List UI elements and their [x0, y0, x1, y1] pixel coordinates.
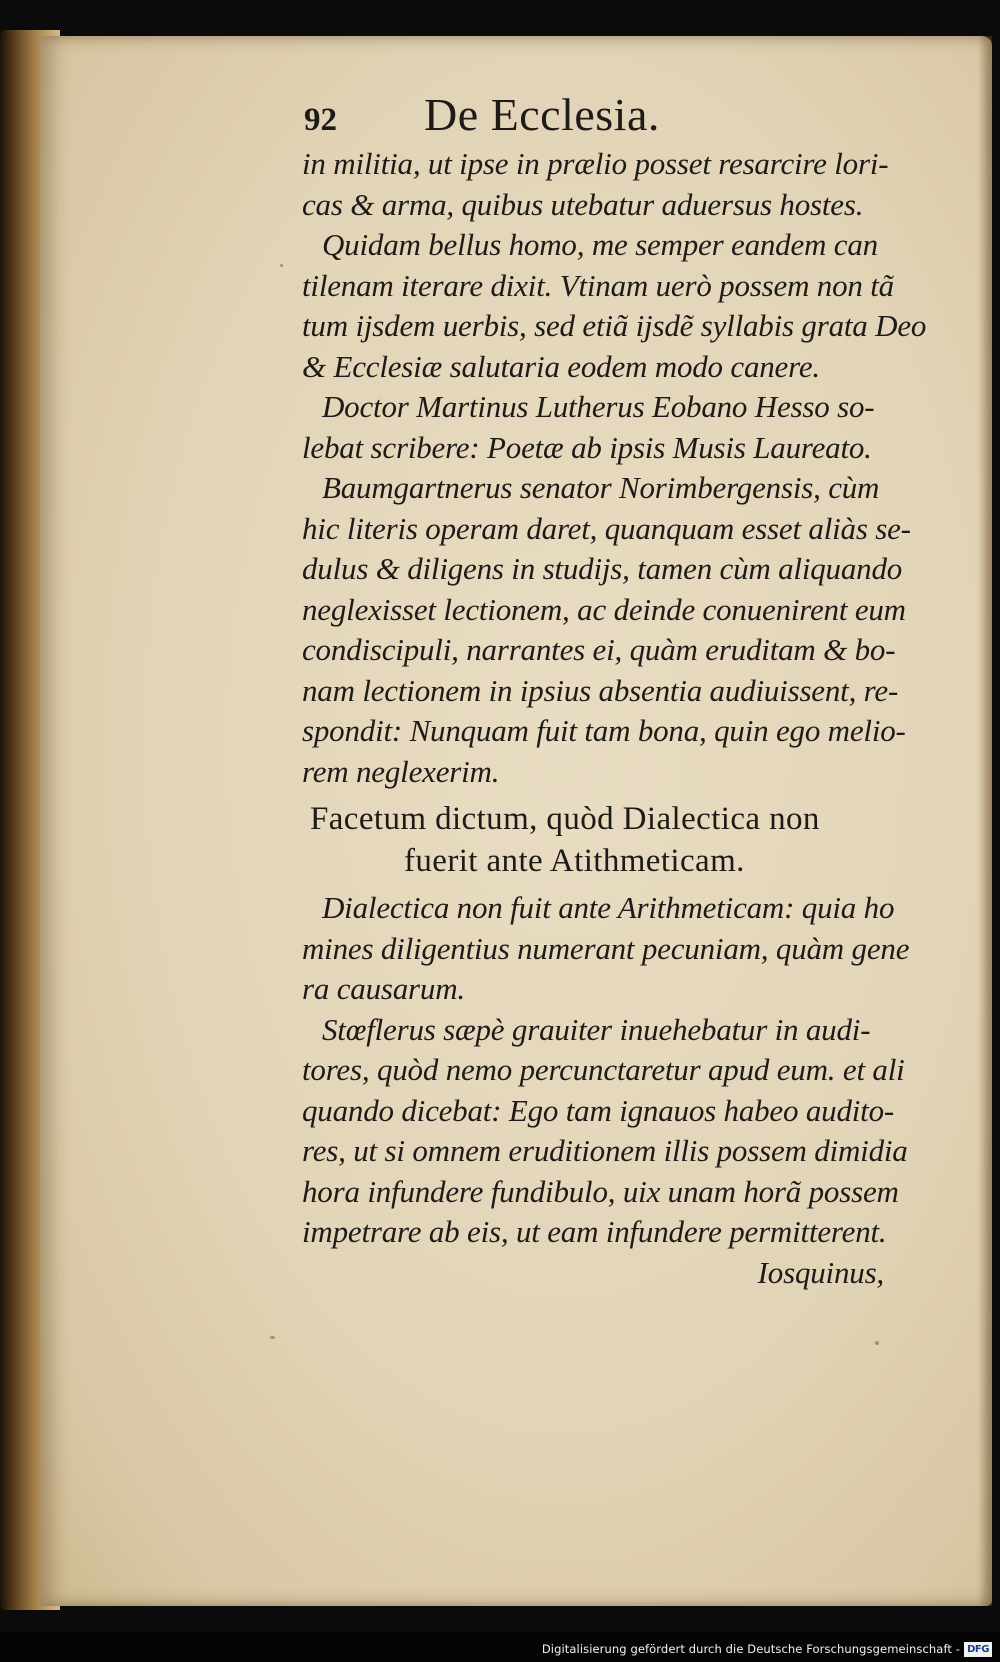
text-line: dulus & diligens in studijs, tamen cùm aliquando	[302, 551, 903, 586]
text-line: Doctor Martinus Lutherus Eobano Hesso so-	[322, 389, 875, 424]
text-line: condiscipuli, narrantes ei, quàm eruditam & bo-	[302, 632, 896, 667]
text-line: lebat scribere: Poetæ ab ipsis Musis Laureato.	[302, 429, 872, 465]
text-line: tores, quòd nemo percunctaretur apud eum. et ali	[302, 1052, 905, 1087]
catchword: Iosquinus,	[757, 1254, 884, 1290]
text-line: ra causarum.	[302, 971, 465, 1006]
text-line: mines diligentius numerant pecuniam, quàm gene	[302, 930, 910, 966]
section-heading: fuerit ante Atithmeticam.	[404, 843, 745, 879]
text-line: impetrare ab eis, ut eam infundere permitterent.	[302, 1214, 887, 1249]
text-line: rem neglexerim.	[302, 753, 500, 789]
text-line: Quidam bellus homo, me semper eandem can	[322, 227, 878, 262]
text-line: res, ut si omnem eruditionem illis possem dimidia	[302, 1133, 908, 1168]
funding-notice: Digitalisierung gefördert durch die Deutsche Forschungsgemeinschaft -	[541, 1642, 960, 1656]
page-shadow	[978, 36, 992, 1606]
text-line: quando dicebat: Ego tam ignauos habeo audito-	[302, 1092, 894, 1128]
text-line: nam lectionem in ipsius absentia audiuissent, re-	[302, 672, 899, 708]
text-line: hic literis operam daret, quanquam esset aliàs se-	[302, 510, 911, 546]
running-head: De Ecclesia.	[424, 89, 660, 140]
text-line: in militia, ut ipse in prælio posset resarcire lori-	[302, 146, 889, 181]
paper-speck	[270, 1336, 275, 1339]
page-text	[278, 88, 938, 1293]
text-line: & Ecclesiæ salutaria eodem modo canere.	[302, 348, 820, 384]
dfg-logo: DFG	[964, 1642, 992, 1657]
text-line: tum ijsdem uerbis, sed etiã ijsdẽ syllabis grata Deo	[302, 308, 927, 343]
footer-bar	[0, 1632, 1000, 1662]
page-header	[278, 88, 938, 144]
text-line: neglexisset lectionem, ac deinde conuenirent eum	[302, 591, 906, 627]
text-line: spondit: Nunquam fuit tam bona, quin ego melio-	[302, 713, 906, 748]
page-number: 92	[304, 102, 337, 138]
text-line: Dialectica non fuit ante Arithmeticam: quia ho	[322, 890, 895, 925]
section-heading: Facetum dictum, quòd Dialectica non	[310, 801, 820, 837]
text-line: Stœflerus sæpè grauiter inuehebatur in audi-	[322, 1011, 871, 1047]
text-line: hora infundere fundibulo, uix unam horã possem	[302, 1173, 899, 1209]
text-line: Baumgartnerus senator Norimbergensis, cùm	[322, 470, 880, 505]
text-line: cas & arma, quibus utebatur aduersus hostes.	[302, 186, 864, 222]
text-line: tilenam iterare dixit. Vtinam uerò possem non tã	[302, 267, 894, 303]
paper-speck	[875, 1341, 879, 1345]
